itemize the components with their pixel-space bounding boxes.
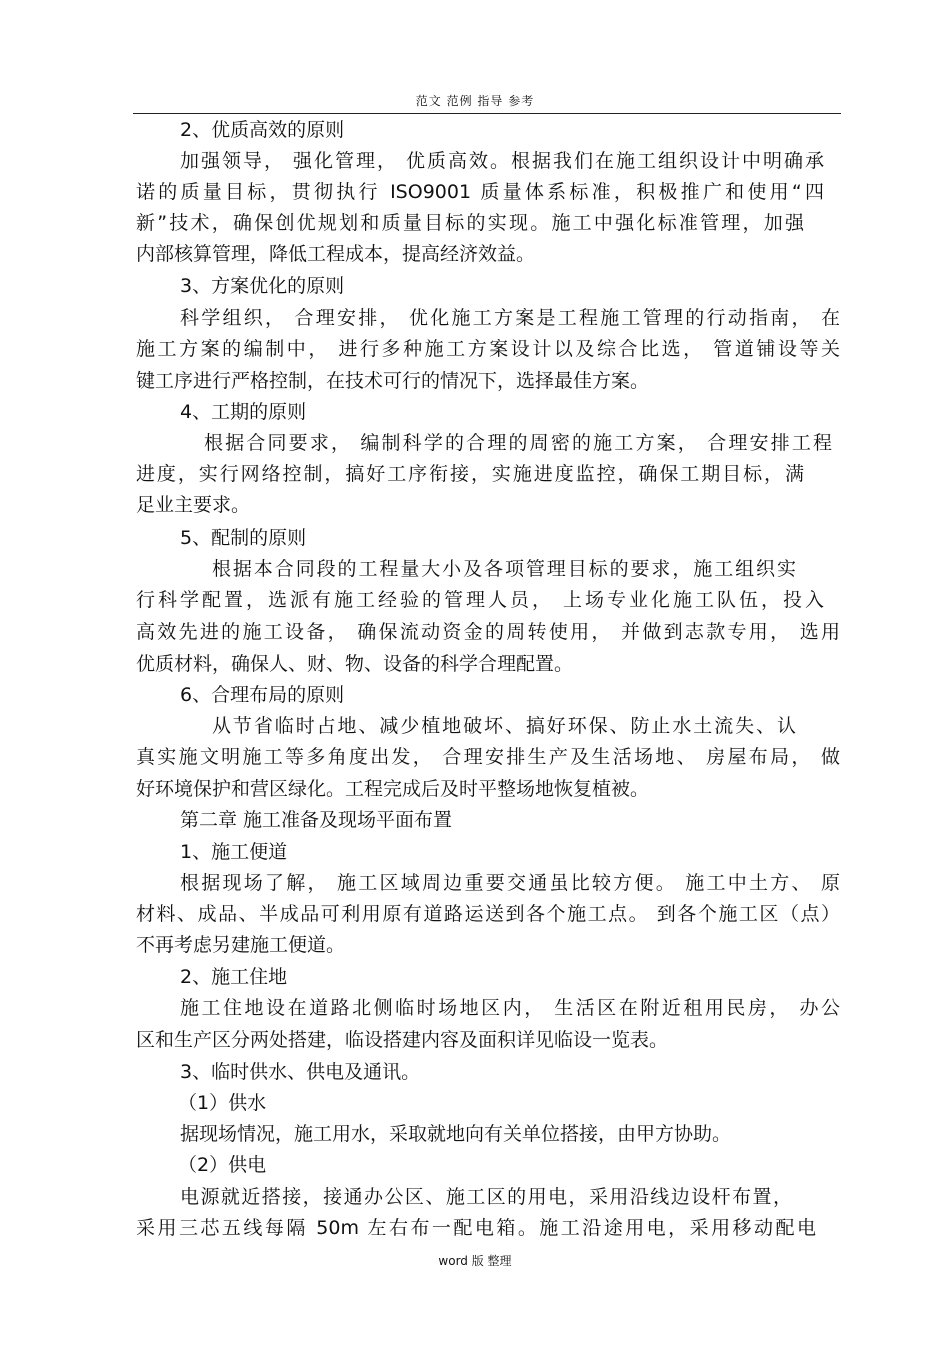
subheading-water-supply: （1）供水 — [178, 1092, 267, 1114]
paragraph-line: 进度，实行网络控制，搞好工序衔接，实施进度监控，确保工期目标，满 — [136, 463, 804, 485]
paragraph-line: 新”技术，确保创优规划和质量目标的实现。施工中强化标准管理，加强 — [136, 212, 804, 234]
heading-layout-principle: 6、合理布局的原则 — [180, 684, 345, 706]
paragraph-line: 据现场情况，施工用水，采取就地向有关单位搭接，由甲方协助。 — [180, 1123, 732, 1145]
paragraph-line: 优质材料，确保人、财、物、设备的科学合理配置。 — [136, 653, 574, 675]
paragraph-line: 根据合同要求， 编制科学的合理的周密的施工方案， 合理安排工程 — [204, 432, 832, 454]
paragraph-line: 区和生产区分两处搭建，临设搭建内容及面积详见临设一览表。 — [136, 1029, 669, 1051]
paragraph-line: 不再考虑另建施工便道。 — [136, 934, 346, 956]
paragraph-line: 电源就近搭接，接通办公区、施工区的用电，采用沿线边设杆布置， — [180, 1186, 792, 1208]
heading-temporary-utilities: 3、临时供水、供电及通讯。 — [180, 1061, 421, 1083]
page-footer: word 版 整理 — [438, 1254, 512, 1268]
paragraph-line: 诺的质量目标，贯彻执行 ISO9001 质量体系标准，积极推广和使用“四 — [136, 181, 824, 203]
paragraph-line: 根据现场了解， 施工区域周边重要交通虽比较方便。 施工中土方、 原 — [180, 872, 840, 894]
header-rule — [133, 113, 841, 114]
heading-construction-road: 1、施工便道 — [180, 841, 288, 863]
chapter-title: 第二章 施工准备及现场平面布置 — [180, 809, 453, 831]
paragraph-line: 材料、成品、半成品可利用原有道路运送到各个施工点。 到各个施工区（点） — [136, 903, 840, 925]
paragraph-line: 加强领导， 强化管理， 优质高效。根据我们在施工组织设计中明确承 — [180, 150, 824, 172]
heading-allocation-principle: 5、配制的原则 — [180, 527, 307, 549]
heading-schedule-principle: 4、工期的原则 — [180, 401, 307, 423]
paragraph-line: 足业主要求。 — [136, 494, 251, 516]
page-header: 范文 范例 指导 参考 — [415, 94, 535, 108]
paragraph-line: 高效先进的施工设备， 确保流动资金的周转使用， 并做到志款专用， 选用 — [136, 621, 840, 643]
heading-plan-optimization: 3、方案优化的原则 — [180, 275, 345, 297]
paragraph-line: 真实施文明施工等多角度出发， 合理安排生产及生活场地、 房屋布局， 做 — [136, 746, 840, 768]
heading-site-residence: 2、施工住地 — [180, 966, 288, 988]
heading-quality-principle: 2、优质高效的原则 — [180, 119, 345, 141]
paragraph-line: 施工方案的编制中， 进行多种施工方案设计以及综合比选， 管道铺设等关 — [136, 338, 840, 360]
paragraph-line: 从节省临时占地、减少植地破坏、搞好环保、防止水土流失、认 — [212, 715, 796, 737]
paragraph-line: 科学组织， 合理安排， 优化施工方案是工程施工管理的行动指南， 在 — [180, 307, 840, 329]
paragraph-line: 键工序进行严格控制，在技术可行的情况下，选择最佳方案。 — [136, 370, 650, 392]
paragraph-line: 内部核算管理，降低工程成本，提高经济效益。 — [136, 243, 536, 265]
paragraph-line: 采用三芯五线每隔 50m 左右布一配电箱。施工沿途用电，采用移动配电 — [136, 1217, 816, 1239]
subheading-power-supply: （2）供电 — [178, 1154, 267, 1176]
paragraph-line: 施工住地设在道路北侧临时场地区内， 生活区在附近租用民房， 办公 — [180, 997, 840, 1019]
paragraph-line: 好环境保护和营区绿化。工程完成后及时平整场地恢复植被。 — [136, 778, 650, 800]
paragraph-line: 行科学配置，选派有施工经验的管理人员， 上场专业化施工队伍，投入 — [136, 589, 824, 611]
paragraph-line: 根据本合同段的工程量大小及各项管理目标的要求，施工组织实 — [212, 558, 796, 580]
